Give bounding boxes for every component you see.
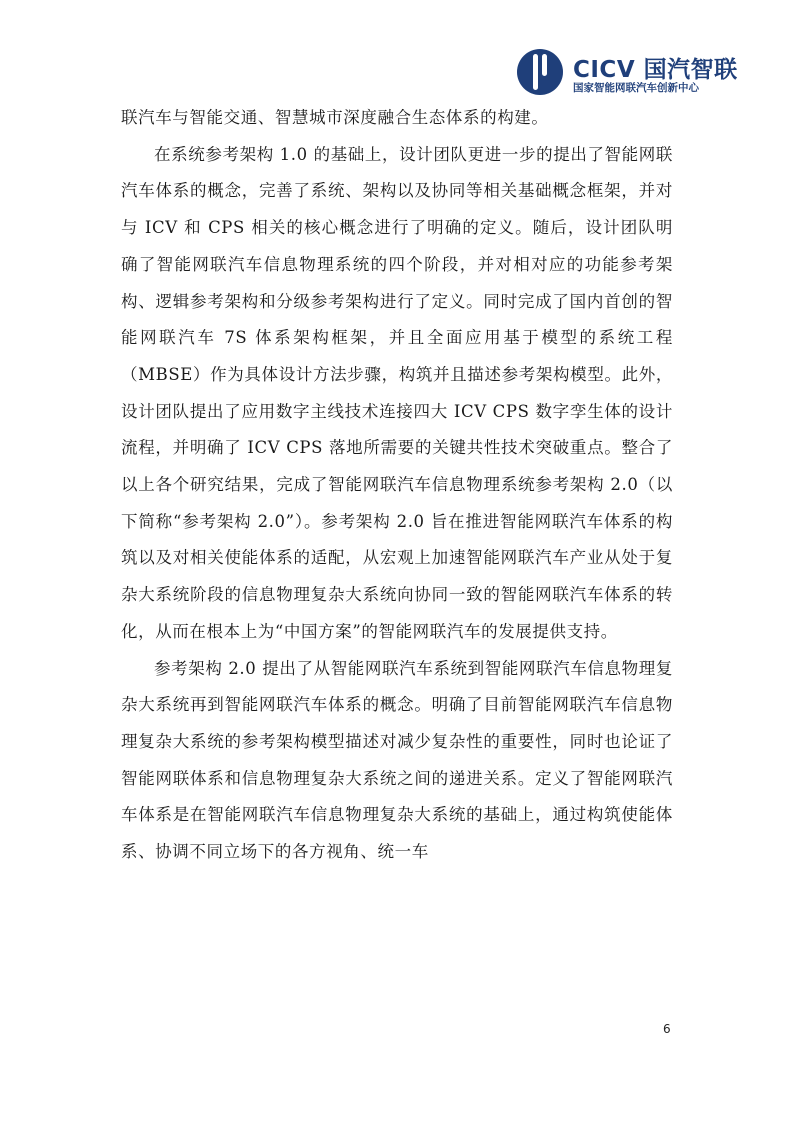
logo-subtitle: 国家智能网联汽车创新中心 (573, 82, 699, 94)
page-number: 6 (663, 1022, 671, 1036)
paragraph: 在系统参考架构 1.0 的基础上，设计团队更进一步的提出了智能网联汽车体系的概念，完善了系统、架构以及协同等相关基础概念框架，并对与 ICV 和 CPS 相关的核心概念进行了明确的定义。随后，设计团队明确了智能网联汽车信息物理系统的四个阶段，并对相对应的功能参考架构、逻辑参考架构和分级参考架构进行了定义。同时完成了国内首创的智能网联汽车 7S 体系架构框架，并且全面应用基于模型的系统工程（MBSE）作为具体设计方法步骤，构筑并且描述参考架构模型。此外，设计团队提出了应用数字主线技术连接四大 ICV CPS 数字孪生体的设计流程，并明确了 ICV CPS 落地所需要的关键共性技术突破重点。整合了以上各个研究结果，完成了智能网联汽车信息物理系统参考架构 2.0（以下简称“参考架构 2.0”）。参考架构 2.0 旨在推进智能网联汽车体系的构筑以及对相关使能体系的适配，从宏观上加速智能网联汽车产业从处于复杂大系统阶段的信息物理复杂大系统向协同一致的智能网联汽车体系的转化，从而在根本上为“中国方案”的智能网联汽车的发展提供支持。 (121, 144, 673, 641)
paragraph-continued: 联汽车与智能交通、智慧城市深度融合生态体系的构建。 (121, 108, 549, 127)
paragraph: 参考架构 2.0 提出了从智能网联汽车系统到智能网联汽车信息物理复杂大系统再到智能网联汽车体系的概念。明确了目前智能网联汽车信息物理复杂大系统的参考架构模型描述对减少复杂性的重要性，同时也论证了智能网联体系和信息物理复杂大系统之间的递进关系。定义了智能网联汽车体系是在智能网联汽车信息物理复杂大系统的基础上，通过构筑使能体系、协调不同立场下的各方视角、统一车 (121, 658, 673, 862)
logo-title: CICV 国汽智联 (573, 57, 738, 83)
cicv-logo-icon (515, 47, 565, 97)
cicv-logo (515, 47, 745, 99)
document-body (121, 100, 673, 871)
